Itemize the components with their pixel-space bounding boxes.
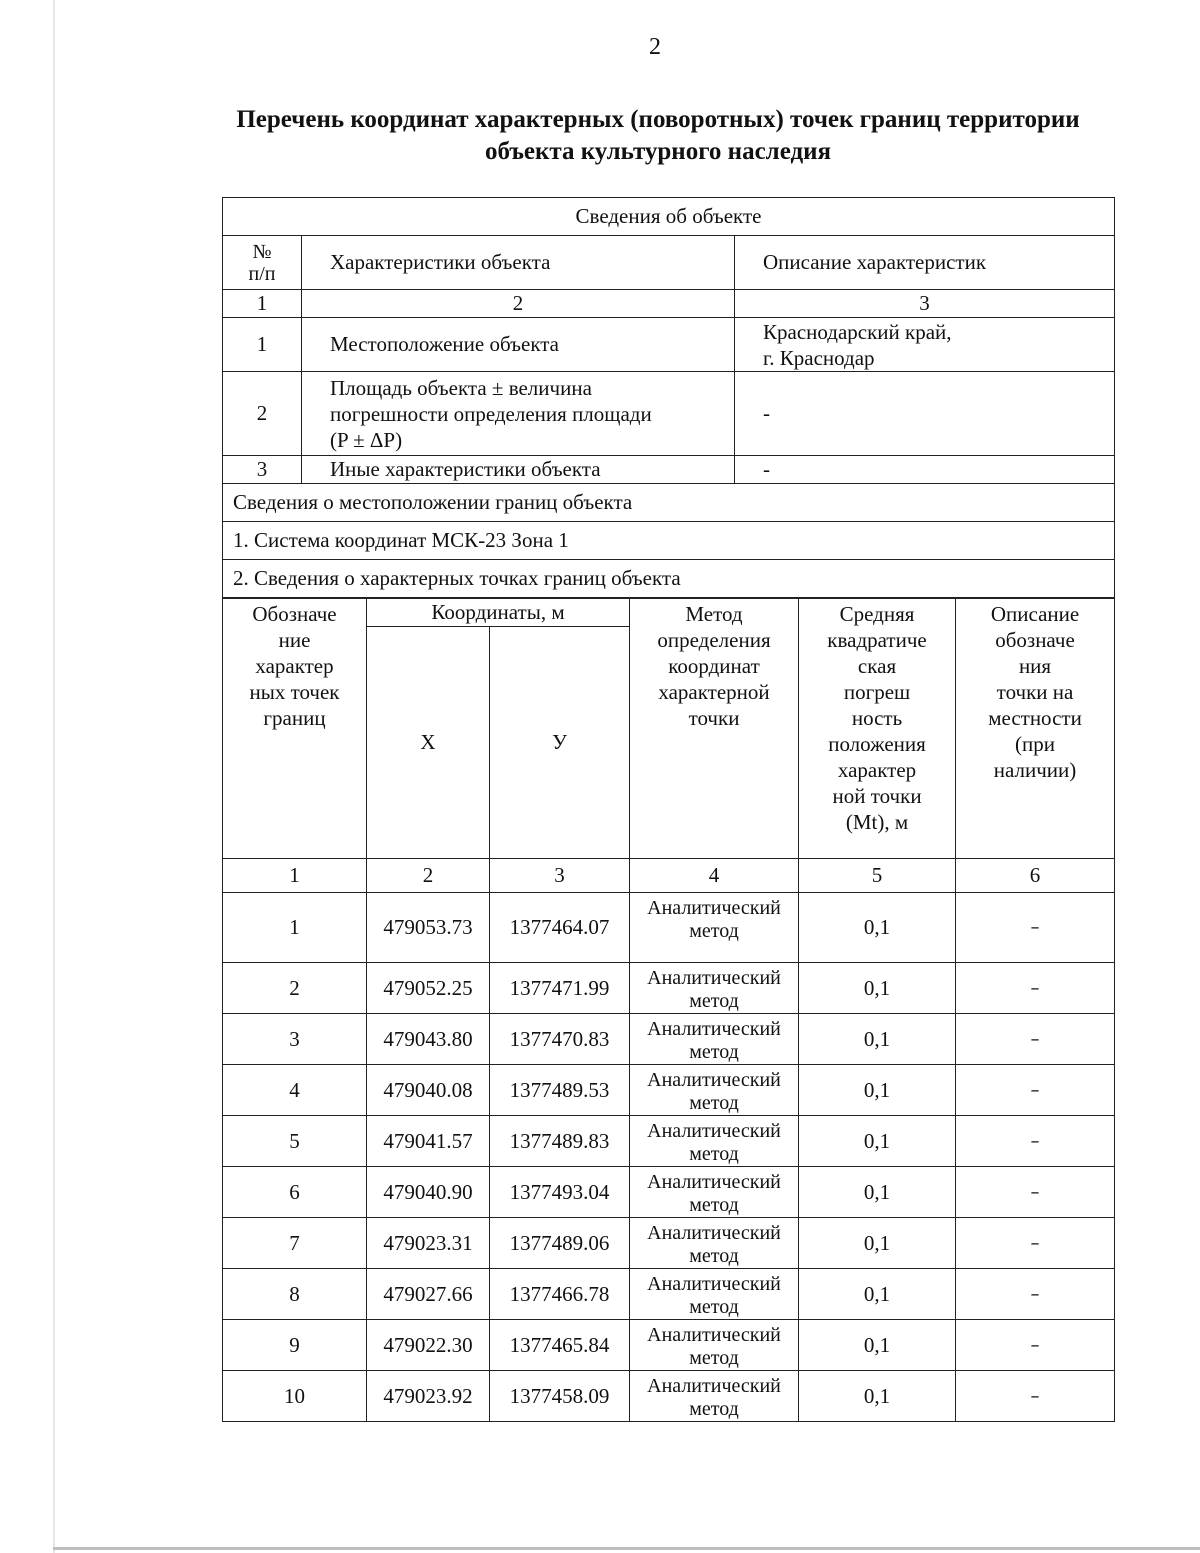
y-coordinate-cell: 1377489.06 [490, 1218, 630, 1269]
header-line: ность [851, 706, 903, 730]
x-coordinate-cell: 479053.73 [367, 893, 490, 963]
points-section-row [223, 560, 1115, 598]
points-header-row [223, 599, 1115, 627]
table-row [223, 1065, 1115, 1116]
method-cell [630, 1320, 799, 1371]
header-line: Средняя [839, 602, 915, 626]
table-row [223, 1371, 1115, 1422]
column-header-method [630, 599, 799, 859]
point-description-cell: – [956, 1116, 1115, 1167]
header-line: координат [668, 654, 760, 678]
error-cell: 0,1 [799, 1218, 956, 1269]
point-number-cell: 6 [223, 1167, 367, 1218]
table-row [223, 963, 1115, 1014]
method-line: метод [689, 920, 739, 942]
method-line: Аналитический [647, 1018, 781, 1040]
method-cell [630, 963, 799, 1014]
document-title-line-2: объекта культурного наследия [484, 138, 832, 165]
table-row [223, 1167, 1115, 1218]
column-header-description: Описание характеристик [735, 236, 1115, 290]
x-coordinate-cell: 479023.92 [367, 1371, 490, 1422]
method-line: Аналитический [647, 1324, 781, 1346]
table-row [223, 1014, 1115, 1065]
point-number-cell: 7 [223, 1218, 367, 1269]
location-section-title: Сведения о местоположении границ объекта [223, 484, 1115, 522]
object-info-table [222, 197, 1115, 598]
page-number: 2 [649, 34, 661, 60]
x-coordinate-cell: 479027.66 [367, 1269, 490, 1320]
point-description-cell: – [956, 963, 1115, 1014]
column-header-characteristics: Характеристики объекта [302, 236, 735, 290]
header-line: (Mt), м [845, 810, 909, 834]
method-line: метод [689, 1245, 739, 1267]
method-line: метод [689, 1296, 739, 1318]
object-info-row [223, 318, 1115, 372]
method-line: Аналитический [647, 1375, 781, 1397]
scan-edge-bottom [53, 1547, 1200, 1550]
column-index: 1 [223, 859, 367, 893]
point-number-cell: 10 [223, 1371, 367, 1422]
column-header-point-description [956, 599, 1115, 859]
column-index: 4 [630, 859, 799, 893]
x-coordinate-cell: 479040.08 [367, 1065, 490, 1116]
row-number: 2 [223, 372, 302, 456]
characteristic-line: Иные характеристики объекта [330, 457, 601, 481]
point-number-cell: 3 [223, 1014, 367, 1065]
method-line: Аналитический [647, 1120, 781, 1142]
row-characteristic [302, 456, 735, 484]
method-line: метод [689, 1347, 739, 1369]
row-number: 1 [223, 318, 302, 372]
y-coordinate-cell: 1377470.83 [490, 1014, 630, 1065]
error-cell: 0,1 [799, 1167, 956, 1218]
point-number-cell: 2 [223, 963, 367, 1014]
header-line: Метод [685, 602, 743, 626]
object-info-section-title: Сведения об объекте [223, 198, 1115, 236]
points-index-row [223, 859, 1115, 893]
method-cell [630, 893, 799, 963]
column-index-2: 2 [302, 290, 735, 318]
column-index-1: 1 [223, 290, 302, 318]
y-coordinate-cell: 1377464.07 [490, 893, 630, 963]
header-line: положения [828, 732, 926, 756]
object-info-index-row [223, 290, 1115, 318]
column-header-coordinates: Координаты, м [367, 599, 630, 627]
method-line: метод [689, 1143, 739, 1165]
point-description-cell: – [956, 1167, 1115, 1218]
method-cell [630, 1167, 799, 1218]
row-description: - [735, 372, 1115, 456]
document-title [200, 104, 1116, 168]
table-row [223, 1218, 1115, 1269]
object-info-row [223, 372, 1115, 456]
column-index: 5 [799, 859, 956, 893]
description-line: г. Краснодар [763, 345, 875, 370]
error-cell: 0,1 [799, 1065, 956, 1116]
characteristic-line: погрешности определения площади [330, 401, 652, 426]
header-line: точки на [996, 680, 1074, 704]
y-coordinate-cell: 1377465.84 [490, 1320, 630, 1371]
point-number-cell: 1 [223, 893, 367, 963]
header-line: характерной [658, 680, 770, 704]
method-line: метод [689, 1041, 739, 1063]
header-line: характер [837, 758, 917, 782]
header-line: Описание [990, 602, 1080, 626]
method-line: Аналитический [647, 1171, 781, 1193]
row-number: 3 [223, 456, 302, 484]
table-row [223, 893, 1115, 963]
table-row [223, 1269, 1115, 1320]
characteristic-line: (P ± ΔP) [330, 427, 403, 452]
y-coordinate-cell: 1377458.09 [490, 1371, 630, 1422]
document-title-line-1: Перечень координат характерных (поворотных) точек границ территории [236, 106, 1080, 133]
method-line: Аналитический [647, 1273, 781, 1295]
header-line: погреш [843, 680, 911, 704]
column-header-x: Х [367, 627, 490, 859]
y-coordinate-cell: 1377493.04 [490, 1167, 630, 1218]
table-row [223, 1320, 1115, 1371]
x-coordinate-cell: 479041.57 [367, 1116, 490, 1167]
point-description-cell: – [956, 1218, 1115, 1269]
row-characteristic [302, 372, 735, 456]
header-line: Обозначе [252, 602, 337, 626]
header-line: ной точки [832, 784, 922, 808]
method-cell [630, 1014, 799, 1065]
point-number-cell: 5 [223, 1116, 367, 1167]
column-header-y: У [490, 627, 630, 859]
point-description-cell: – [956, 1371, 1115, 1422]
method-line: Аналитический [647, 967, 781, 989]
error-cell: 0,1 [799, 1116, 956, 1167]
header-line: ных точек [249, 680, 340, 704]
header-line: границ [263, 706, 326, 730]
method-line: метод [689, 1092, 739, 1114]
y-coordinate-cell: 1377489.53 [490, 1065, 630, 1116]
header-line: ская [857, 654, 897, 678]
location-section-row [223, 484, 1115, 522]
point-description-cell: – [956, 1065, 1115, 1116]
header-line: ния [1018, 654, 1052, 678]
coordinate-system-row [223, 522, 1115, 560]
characteristic-line: Местоположение объекта [330, 332, 560, 356]
column-index: 6 [956, 859, 1115, 893]
method-line: Аналитический [647, 1222, 781, 1244]
error-cell: 0,1 [799, 1269, 956, 1320]
x-coordinate-cell: 479043.80 [367, 1014, 490, 1065]
y-coordinate-cell: 1377489.83 [490, 1116, 630, 1167]
point-description-cell: – [956, 1320, 1115, 1371]
header-line: точки [688, 706, 740, 730]
x-coordinate-cell: 479022.30 [367, 1320, 490, 1371]
header-line: определения [657, 628, 771, 652]
point-description-cell: – [956, 1014, 1115, 1065]
x-coordinate-cell: 479023.31 [367, 1218, 490, 1269]
header-line: обозначе [995, 628, 1075, 652]
point-number-cell: 4 [223, 1065, 367, 1116]
method-cell [630, 1218, 799, 1269]
column-header-number [223, 236, 302, 290]
point-number-cell: 9 [223, 1320, 367, 1371]
header-line: ние [278, 628, 311, 652]
error-cell: 0,1 [799, 1014, 956, 1065]
header-line: (при [1015, 732, 1055, 756]
points-body [223, 893, 1115, 1422]
characteristic-line: Площадь объекта ± величина [330, 375, 592, 400]
column-header-designation [223, 599, 367, 859]
method-cell [630, 1269, 799, 1320]
column-header-error [799, 599, 956, 859]
error-cell: 0,1 [799, 963, 956, 1014]
column-index: 3 [490, 859, 630, 893]
header-line: квадратиче [827, 628, 927, 652]
error-cell: 0,1 [799, 1371, 956, 1422]
y-coordinate-cell: 1377471.99 [490, 963, 630, 1014]
method-line: метод [689, 990, 739, 1012]
row-characteristic [302, 318, 735, 372]
object-info-header-row [223, 198, 1115, 236]
header-line: характер [255, 654, 334, 678]
table-row [223, 1116, 1115, 1167]
coordinate-system-label: 1. Система координат МСК-23 Зона 1 [223, 522, 1115, 560]
header-line: наличии) [993, 758, 1077, 782]
point-number-cell: 8 [223, 1269, 367, 1320]
method-cell [630, 1371, 799, 1422]
row-description [735, 318, 1115, 372]
method-line: Аналитический [647, 897, 781, 919]
description-line: Краснодарский край, [763, 319, 952, 344]
header-line: местности [988, 706, 1082, 730]
x-coordinate-cell: 479040.90 [367, 1167, 490, 1218]
object-info-row [223, 456, 1115, 484]
x-coordinate-cell: 479052.25 [367, 963, 490, 1014]
points-section-title: 2. Сведения о характерных точках границ объекта [223, 560, 1115, 598]
method-line: Аналитический [647, 1069, 781, 1091]
column-index: 2 [367, 859, 490, 893]
point-description-cell: – [956, 1269, 1115, 1320]
method-line: метод [689, 1194, 739, 1216]
column-header-number-line-1: № [252, 240, 272, 263]
scan-edge-left [53, 0, 55, 1553]
method-cell [630, 1116, 799, 1167]
point-description-cell: – [956, 893, 1115, 963]
error-cell: 0,1 [799, 893, 956, 963]
column-header-number-line-2: п/п [248, 262, 276, 285]
row-description: - [735, 456, 1115, 484]
object-info-column-header-row [223, 236, 1115, 290]
column-index-3: 3 [735, 290, 1115, 318]
y-coordinate-cell: 1377466.78 [490, 1269, 630, 1320]
method-line: метод [689, 1398, 739, 1420]
method-cell [630, 1065, 799, 1116]
boundary-points-table [222, 598, 1115, 1422]
error-cell: 0,1 [799, 1320, 956, 1371]
